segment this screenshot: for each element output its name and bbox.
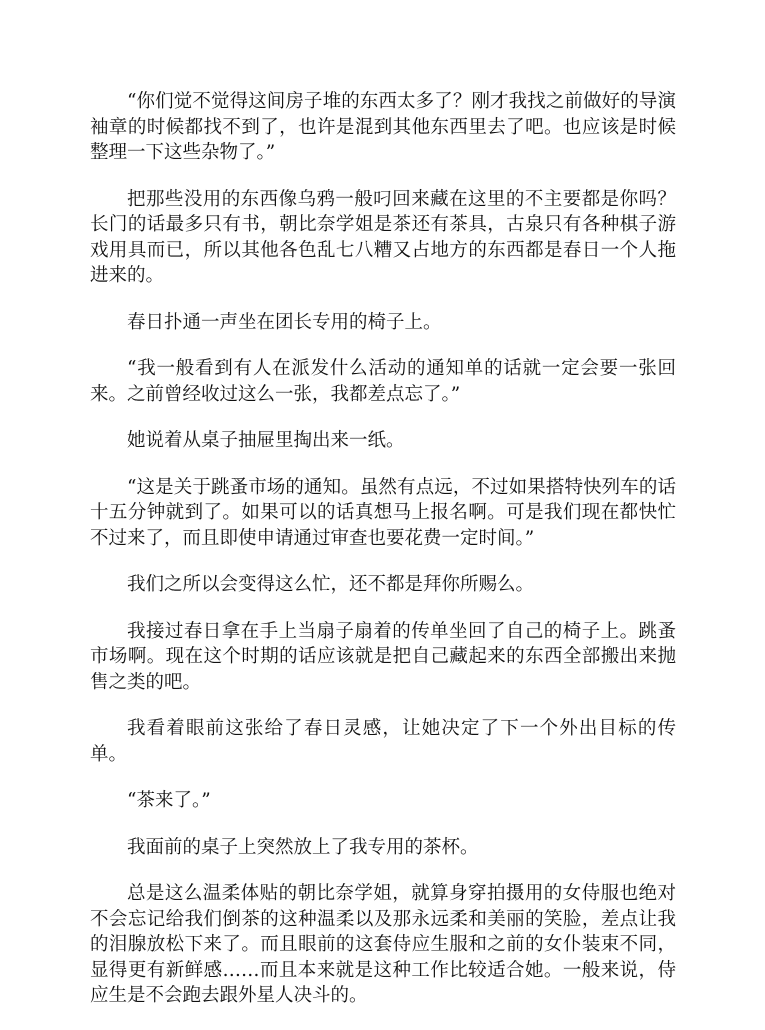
paragraph: “这是关于跳蚤市场的通知。虽然有点远，不过如果搭特快列车的话十五分钟就到了。如果可以的话真想马上报名啊。可是我们现在都快忙不过来了，而且即使申请通过审查也要花费一定时间。” (90, 476, 676, 549)
paragraph: 把那些没用的东西像乌鸦一般叼回来藏在这里的不主要都是你吗？长门的话最多只有书，朝比奈学姐是茶还有茶具，古泉只有各种棋子游戏用具而已，所以其他各色乱七八糟又占地方的东西都是春日一个人拖进来的。 (90, 188, 676, 286)
paragraph: “我一般看到有人在派发什么活动的通知单的话就一定会要一张回来。之前曾经收过这么一张，我都差点忘了。” (90, 358, 676, 405)
paragraph: 我们之所以会变得这么忙，还不都是拜你所赐么。 (127, 574, 535, 595)
paragraph: “你们觉不觉得这间房子堆的东西太多了？刚才我找之前做好的导演袖章的时候都找不到了，也许是混到其他东西里去了吧。也应该是时候整理一下这些杂物了。” (90, 91, 676, 163)
paragraph: 我面前的桌子上突然放上了我专用的茶杯。 (127, 836, 479, 858)
paragraph: 她说着从桌子抽屉里掏出来一纸。 (127, 430, 405, 451)
paragraph: “茶来了。” (127, 790, 211, 811)
paragraph: 我接过春日拿在手上当扇子扇着的传单坐回了自己的椅子上。跳蚤市场啊。现在这个时期的话应该就是把自己藏起来的东西全部搬出来抛售之类的吧。 (90, 620, 676, 693)
text-body (90, 89, 676, 1030)
paragraph: 我看着眼前这张给了春日灵感，让她决定了下一个外出目标的传单。 (90, 718, 676, 765)
paragraph: 总是这么温柔体贴的朝比奈学姐，就算身穿拍摄用的女侍服也绝对不会忘记给我们倒茶的这种温柔以及那永远柔和美丽的笑脸，差点让我的泪腺放松下来了。而且眼前的这套侍应生服和之前的女仆装束不同，显得更有新鲜感……而且本来就是这种工作比较适合她。一般来说，侍应生是不会跑去跟外星人决斗的。 (90, 883, 676, 1006)
paragraph: 春日扑通一声坐在团长专用的椅子上。 (127, 311, 442, 333)
